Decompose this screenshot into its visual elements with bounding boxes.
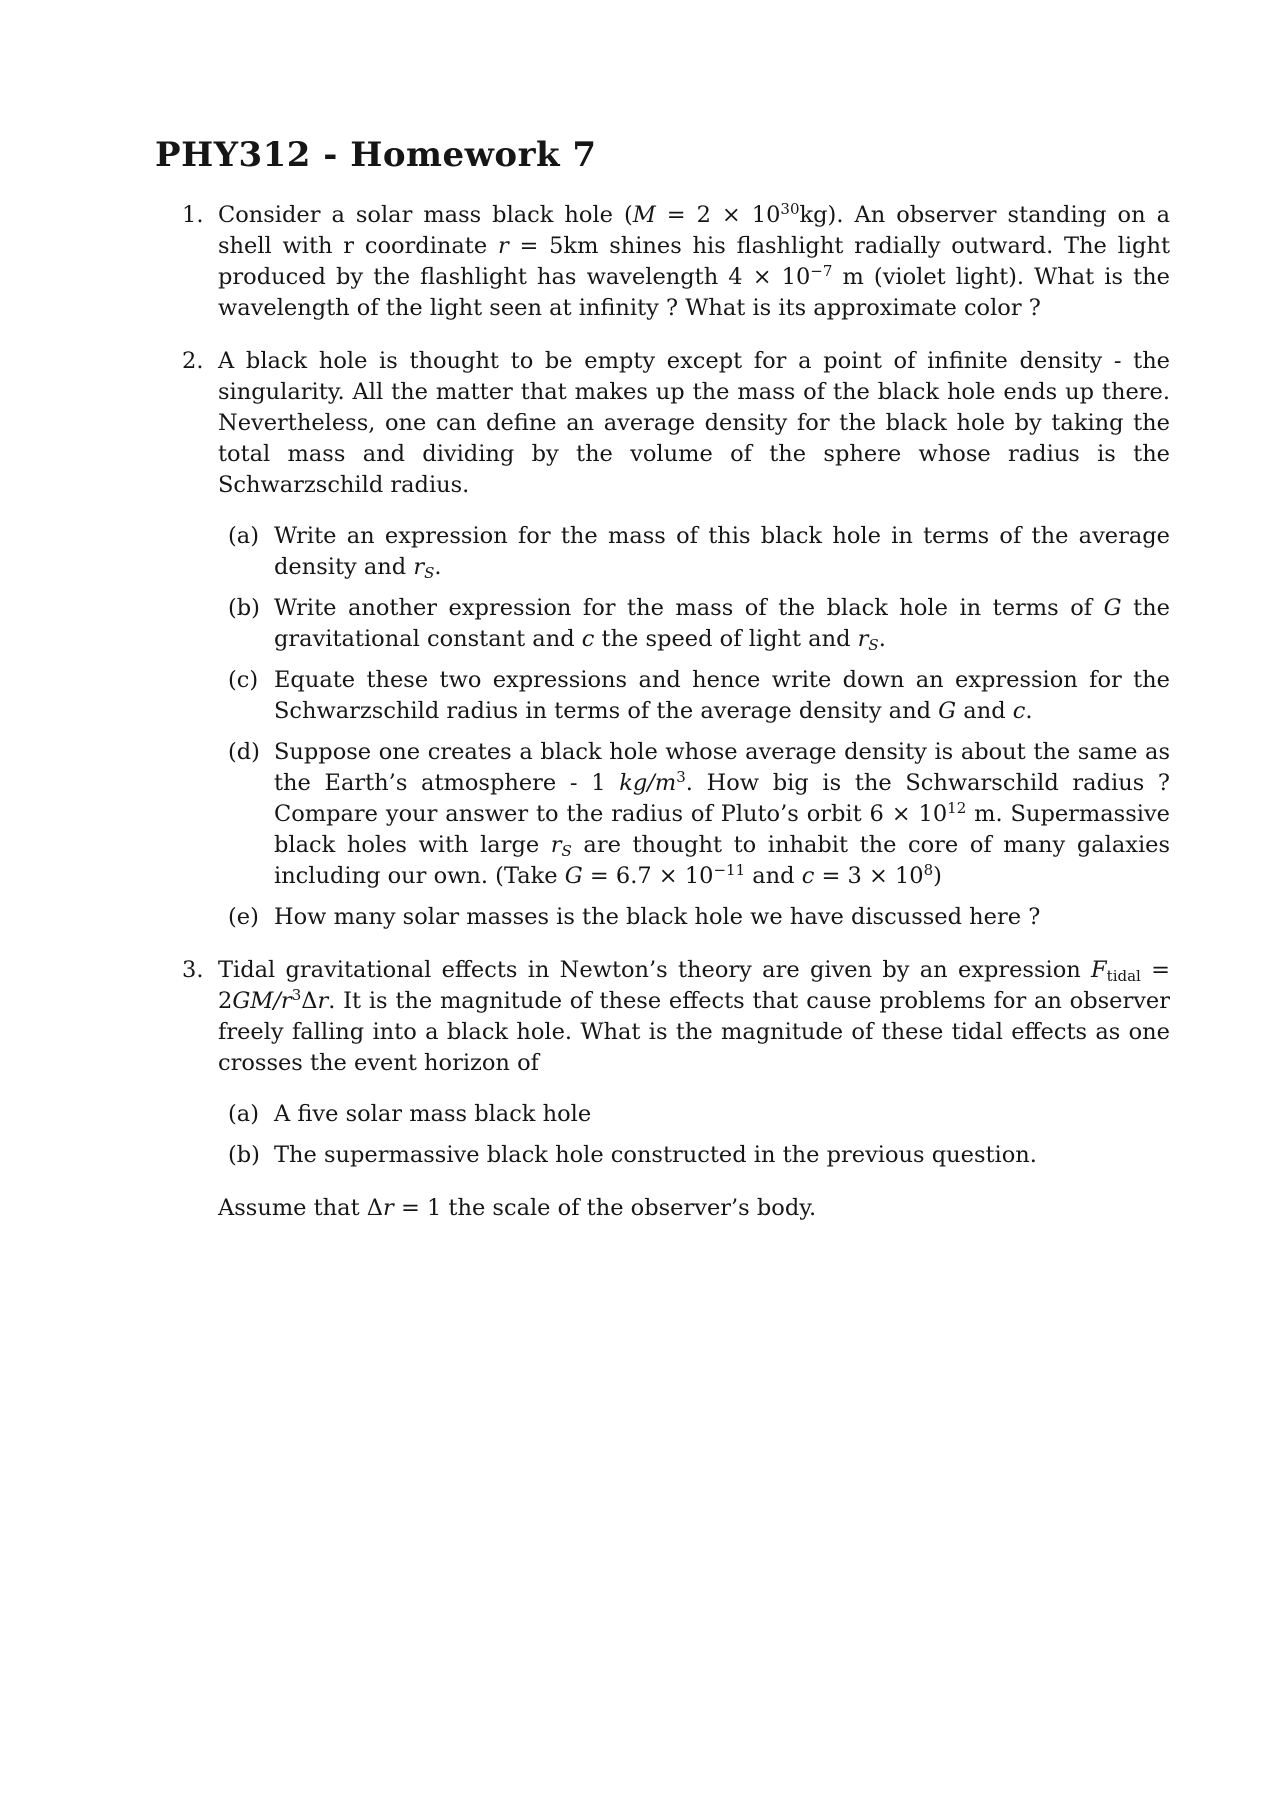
assumption-note: Assume that Δr = 1 the scale of the observer’s body.	[218, 1195, 817, 1221]
subquestion-label: (b)	[228, 1142, 260, 1168]
subquestion-label: (c)	[228, 667, 259, 693]
question-text: Tidal gravitational effects in Newton’s theory are given by an expression $F_{tidal} = 2GM/r^3\Delta r$. It is the magnitude of these effects that cause problems for an observer freely falling into a black hole. What is the magnitude of these tidal effects as one crosses the event horizon of	[218, 957, 1170, 1076]
subquestion-list	[228, 1099, 1170, 1171]
subquestion-label: (a)	[228, 523, 259, 549]
question-text: Consider a solar mass black hole $(M = 2 \times 10^{30}kg)$. An observer standing on a shell with r coordinate r = 5km shines his flashlight radially outward. The light produced by the flashlight has wavelength $4 \times 10^{-7}$ m (violet light). What is the wavelength of the light seen at infinity ? What is its approximate color ?	[218, 200, 1170, 321]
page-title: PHY312 - Homework 7	[155, 135, 597, 175]
subquestion-text: Equate these two expressions and hence write down an expression for the Schwarzschild radius in terms of the average density and G and c.	[274, 667, 1170, 724]
subquestion-2e	[228, 902, 1170, 933]
question-list	[182, 200, 1170, 1224]
question-3	[182, 955, 1170, 1171]
subquestion-list	[228, 521, 1170, 933]
question-1	[182, 200, 1170, 324]
question-2	[182, 346, 1170, 933]
subquestion-text: Write another expression for the mass of the black hole in terms of G the gravitational constant and c the speed of light and $r_S$.	[274, 595, 1170, 654]
subquestion-label: (b)	[228, 595, 260, 621]
subquestion-3b	[228, 1140, 1170, 1171]
question-number: 1.	[182, 202, 204, 228]
subquestion-text: Suppose one creates a black hole whose average density is about the same as the Earth’s atmosphere - 1 $kg/m^3$. How big is the Schwarschild radius ? Compare your answer to the radius of Pluto’s orbit $6 \times 10^{12}$ m. Supermassive black holes with large $r_S$ are thought to inhabit the core of many galaxies including our own. (Take $G = 6.7 \times 10^{-11}$ and $c = 3 \times 10^8$)	[274, 739, 1171, 889]
subquestion-text: The supermassive black hole constructed in the previous question.	[274, 1142, 1037, 1168]
question-number: 3.	[182, 957, 204, 983]
subquestion-label: (d)	[228, 739, 260, 765]
subquestion-2c	[228, 665, 1170, 727]
question-text: A black hole is thought to be empty except for a point of infinite density - the singularity. All the matter that makes up the mass of the black hole ends up there. Nevertheless, one can define an average density for the black hole by taking the total mass and dividing by the volume of the sphere whose radius is the Schwarzschild radius.	[218, 348, 1170, 498]
subquestion-2b	[228, 593, 1170, 655]
subquestion-label: (e)	[228, 904, 259, 930]
subquestion-text: How many solar masses is the black hole we have discussed here ?	[274, 904, 1041, 930]
subquestion-text: Write an expression for the mass of this black hole in terms of the average density and $r_S$.	[274, 523, 1170, 582]
subquestion-2d	[228, 737, 1170, 892]
subquestion-label: (a)	[228, 1101, 259, 1127]
subquestion-text: A five solar mass black hole	[274, 1101, 592, 1127]
question-number: 2.	[182, 348, 204, 374]
subquestion-3a	[228, 1099, 1170, 1130]
subquestion-2a	[228, 521, 1170, 583]
